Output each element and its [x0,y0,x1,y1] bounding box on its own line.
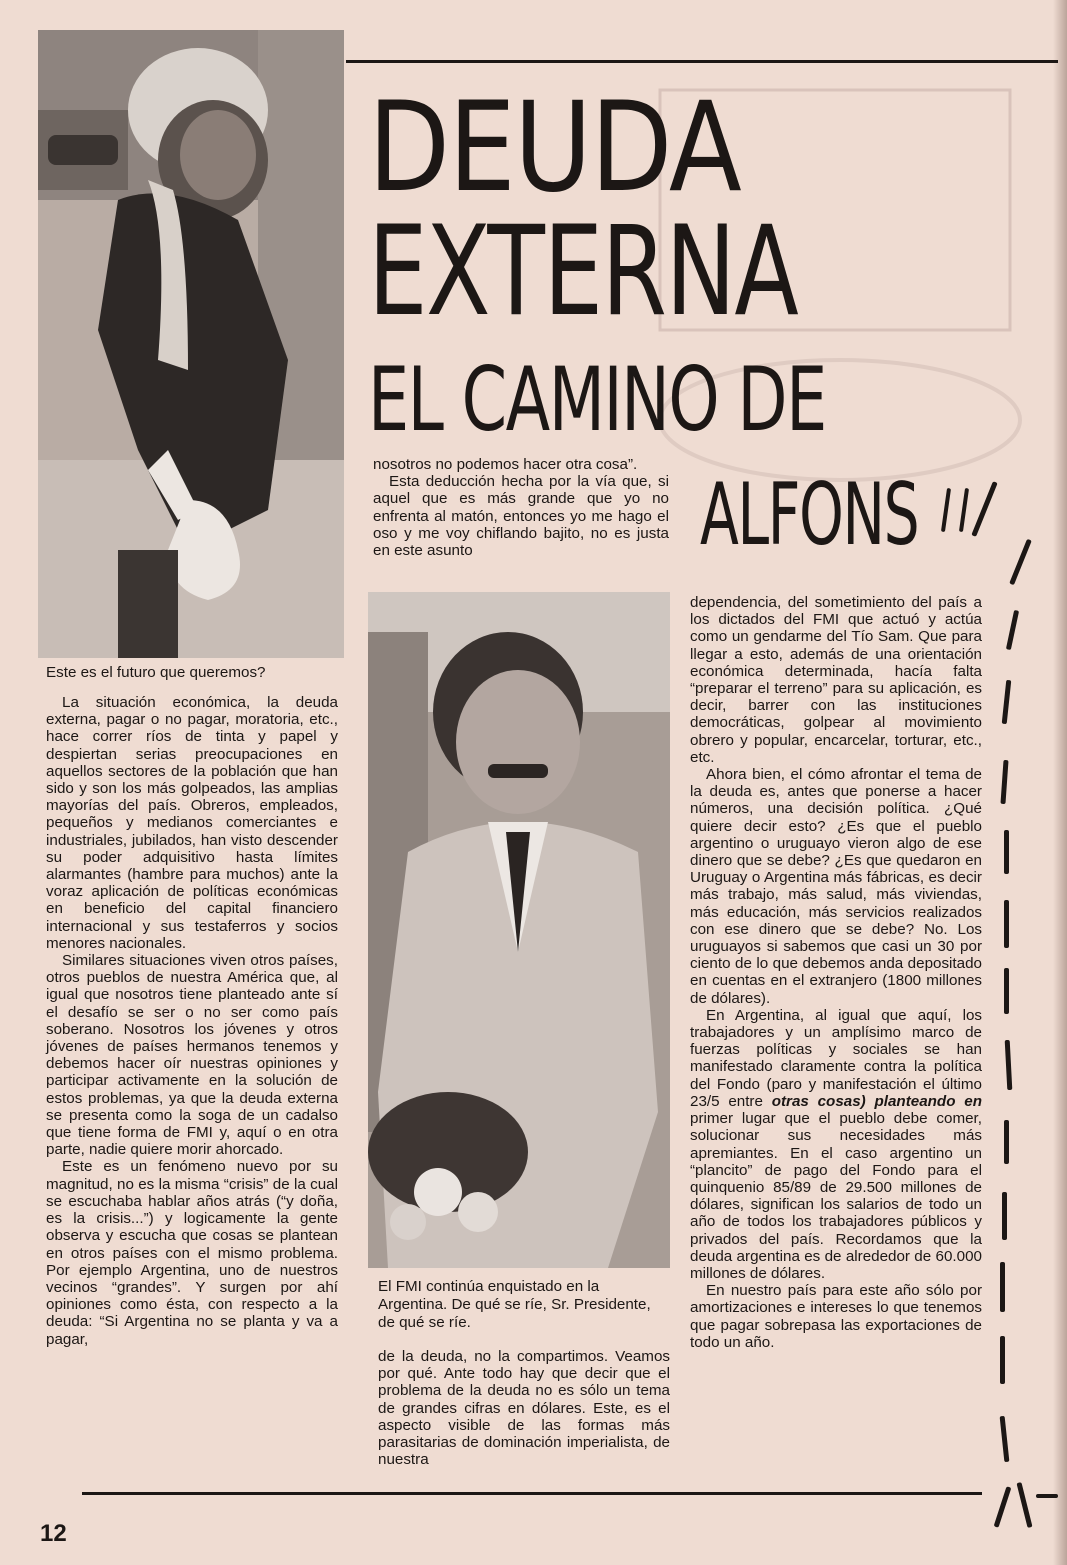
paragraph: dependencia, del sometimiento del país a los dictados del FMI que actuó y actúa como un gendarme del Tío Sam. Que para llegar a esto, además de una orientación económica determinada, hacía falta “preparar el terreno” para su aplicación, es decir, barrer con las instituciones democráticas, golpear al movimiento obrero y popular, encarcelar, torturar, etc., etc. [690,594,982,766]
paragraph: Este es un fenómeno nuevo por su magnitud, no es la misma “crisis” de la cual se escuchaba hablar años atrás (“y doña, es la crisis...”) y logicamente la gente observa y escucha que cosas se plantean en otros países con el mismo problema. Por ejemplo Argentina, uno de nuestros vecinos “grandes”. Y surgen por ahí opiniones como ésta, con respecto a la deuda: “Si Argentina no se planta y va a pagar, [46,1158,338,1348]
decorative-slash [1002,1192,1007,1240]
bottom-rule [82,1492,982,1495]
decorative-slash [1017,1482,1033,1528]
paragraph-emphasis: otras cosas) planteando en [771,1092,982,1110]
decorative-slash [1000,1262,1005,1312]
decorative-slash [1004,1120,1009,1164]
photo-caption-top: Este es el futuro que queremos? [46,664,266,681]
beggar-photo [38,30,344,658]
decorative-slash [1002,680,1012,724]
top-rule [346,60,1058,63]
article-column-1 [46,694,338,1348]
photo-caption-middle: El FMI continúa enquistado en la Argentina. De qué se ríe, Sr. Presidente, de qué se ríe. [378,1278,651,1331]
decorative-slash [1005,1040,1013,1090]
decorative-slash [1009,539,1032,585]
paragraph: Similares situaciones viven otros países, otros pueblos de nuestra América que, al igual que nosotros tiene planteado ante sí el desafío se ser o no ser como país soberano. Nosotros los jóvenes y otros jóvenes de países hermanos tenemos y debemos hacer oír nuestras opiniones y participar activamente en la solución de estos problemas, ya que la deuda externa se presenta como la soga de un cadalso que tiene forma de FMI y, aquí o en otra parte, nadie quiere morir ahorcado. [46,952,338,1159]
page-edge-shadow [1053,0,1067,1565]
paragraph: de la deuda, no la compartimos. Veamos por qué. Ante todo hay que decir que el problema de la deuda no es sólo un tema de grandes cifras en dólares. Este, es el aspecto visible de las formas más parasitarias de dominación imperialista, de nuestra [378,1348,670,1469]
decorative-slash [1004,968,1009,1014]
president-photo [368,592,670,1268]
page-number: 12 [40,1520,67,1547]
paragraph-text: primer lugar que el pueblo debe comer, solucionar sus necesidades más apremiantes. En el caso argentino un “plancito” de pago del Fondo para el quinquenio 85/89 de 29.500 millones de dólares, significan los salarios de todo un año de todos los trabajadores públicos y privados del país. Recordamos que la deuda argentina es de alrededor de 60.000 millones de dólares. [690,1110,982,1282]
paragraph: En nuestro país para este año sólo por amortizaciones e intereses lo que tenemos que pagar sobrepasa las exportaciones de todo un año. [690,1282,982,1351]
decorative-slash [994,1486,1012,1527]
headline-line-1: DEUDA [368,76,741,220]
decorative-slash [1000,1416,1010,1462]
headline-line-3: EL CAMINO DE [368,348,826,451]
headline-line-4: ALFONS [700,465,919,565]
decorative-slash [1036,1494,1058,1498]
paragraph: Esta deducción hecha por la vía que, si aquel que es más grande que yo no enfrenta al matón, entonces yo me hago el oso y me voy chiflando bajito, no es justa en este asunto [373,473,669,560]
paragraph: nosotros no podemos hacer otra cosa”. [373,456,638,473]
headline-line-2: EXTERNA [368,200,798,344]
decorative-slash [1000,760,1008,804]
decorative-slash [1004,830,1009,874]
paragraph: La situación económica, la deuda externa, pagar o no pagar, moratoria, etc., hace correr ríos de tinta y papel y despiertan serias preocupaciones en aquellos sectores de la población que han sido y son los más golpeados, las amplias mayorías del país. Obreros, empleados, pequeños y medianos comerciantes e industriales, jubilados, han visto descender su poder adquisitivo hasta límites alarmantes (hambre para muchos) ante la voraz aplicación de políticas económicas en beneficio del capital financiero internacional y sus testaferros y socios menores nacionales. [46,694,338,952]
decorative-slash [1006,610,1019,650]
paragraph [690,1007,982,1282]
decorative-slash [1000,1336,1005,1384]
article-column-2-bottom [378,1348,670,1468]
article-column-2-top [373,456,669,559]
paragraph: Ahora bien, el cómo afrontar el tema de la deuda es, antes que ponerse a hacer números, una decisión política. ¿Qué quiere decir esto? ¿Es que el pueblo argentino o uruguayo vieron algo de ese dinero que se debe? ¿Es que quedaron en Uruguay o Argentina más fábricas, es decir más trabajo, más salud, más viviendas, más educación, más servicios realizados con ese dinero que se debe? No. Los uruguayos si sabemos que casi un 30 por ciento de lo que debemos anda depositado en cuentas en el extranjero (1800 millones de dólares). [690,766,982,1007]
article-column-3 [690,594,982,1351]
paragraph-text: En Argentina, al igual que aquí, los trabajadores y un amplísimo marco de fuerzas políticas y sociales se han manifestado claramente contra la política del Fondo (paro y manifestación el último 23/5 entre [690,1006,982,1110]
decorative-slash [1004,900,1009,948]
